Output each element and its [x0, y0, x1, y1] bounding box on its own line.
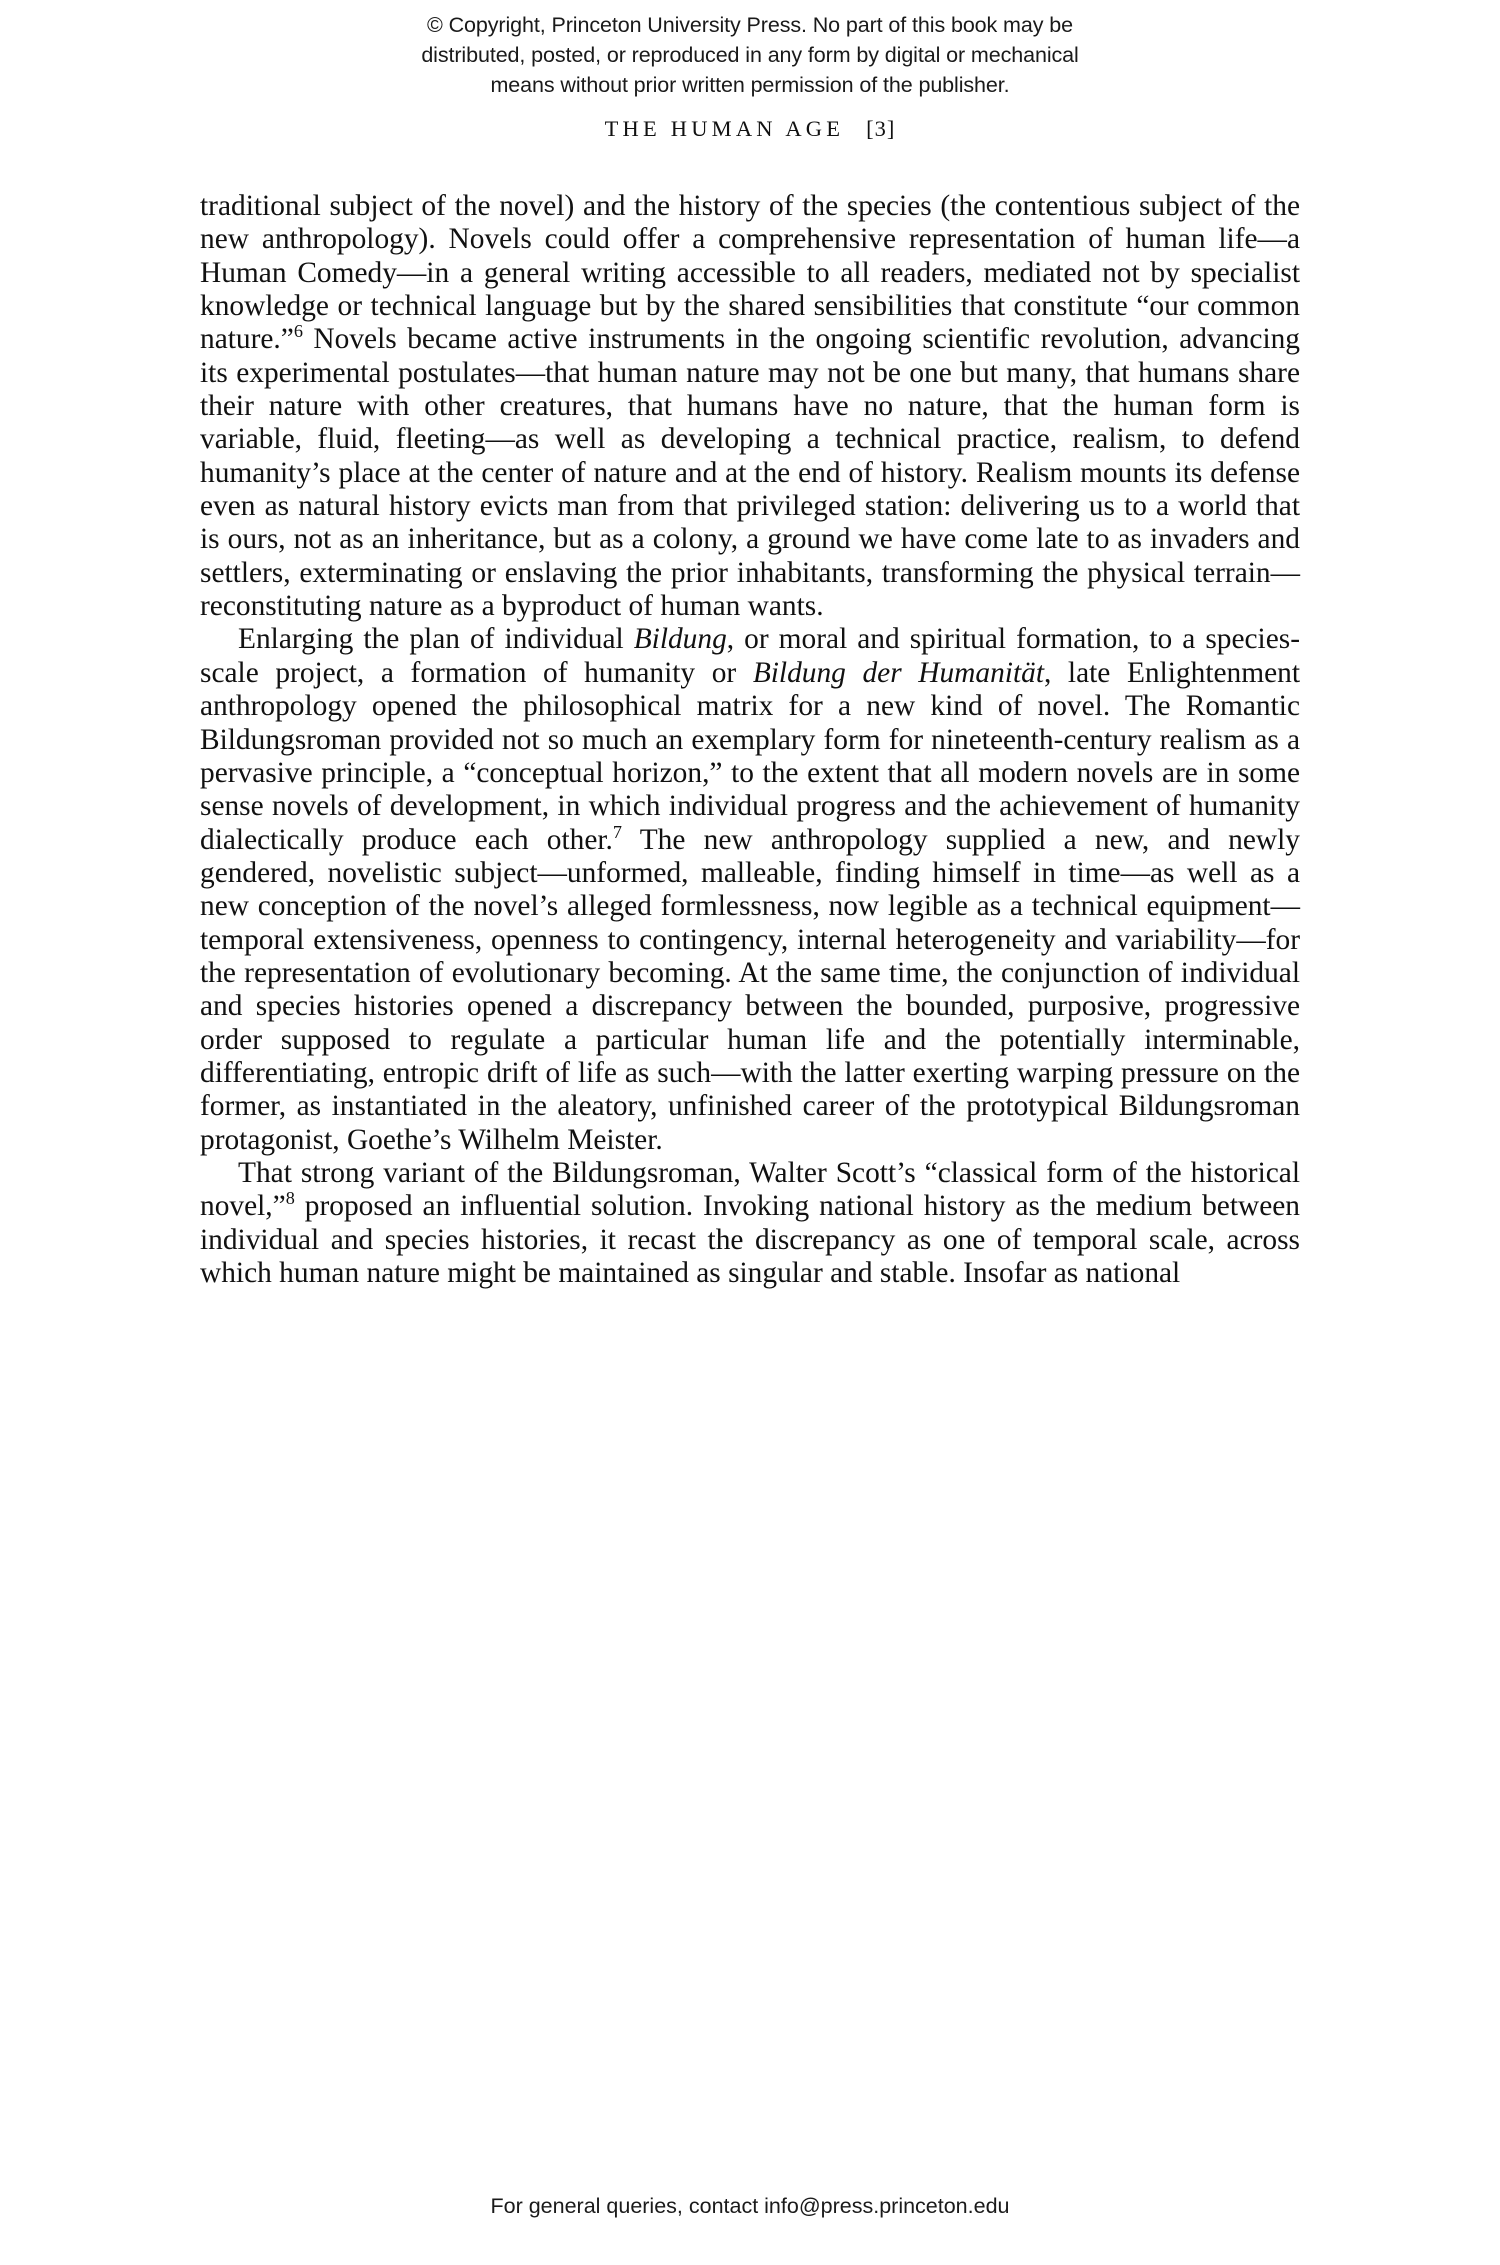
- copyright-line-3: means without prior written permission of the publisher.: [490, 73, 1010, 97]
- footnote-marker: 6: [293, 321, 303, 342]
- body-text-block: [200, 190, 1300, 1290]
- page-number: [3]: [866, 116, 896, 141]
- italic-term: Bildung der Humanität: [752, 656, 1044, 689]
- copyright-line-1: © Copyright, Princeton University Press. No part of this book may be: [427, 13, 1073, 37]
- footnote-marker: 8: [285, 1188, 295, 1209]
- copyright-line-2: distributed, posted, or reproduced in any form by digital or mechanical: [421, 43, 1079, 67]
- copyright-notice: [0, 10, 1500, 100]
- page-footer: [0, 2194, 1500, 2219]
- footer-contact-text: For general queries, contact info@press.princeton.edu: [490, 2194, 1010, 2218]
- body-paragraph: That strong variant of the Bildungsroman, Walter Scott’s “classical form of the historical novel,”$^8$ proposed an influential solution. Invoking national history as the medium between individual and species histories, it recast the discrepancy as one of temporal scale, across which human nature might be maintained as singular and stable. Insofar as national: [200, 1156, 1300, 1289]
- running-head-title: THE HUMAN AGE: [604, 116, 845, 141]
- body-paragraph: traditional subject of the novel) and the history of the species (the contentious subject of the new anthropology). Novels could offer a comprehensive representation of human life—a Human Comedy—in a general writing accessible to all readers, mediated not by specialist knowledge or technical language but by the shared sensibilities that constitute “our common nature.”$^6$ Novels became active instruments in the ongoing scientific revolution, advancing its experimental postulates—that human nature may not be one but many, that humans share their nature with other creatures, that humans have no nature, that the human form is variable, fluid, fleeting—as well as developing a technical practice, realism, to defend humanity’s place at the center of nature and at the end of history. Realism mounts its defense even as natural history evicts man from that privileged station: delivering us to a world that is ours, not as an inheritance, but as a colony, a ground we have come late to as invaders and settlers, exterminating or enslaving the prior inhabitants, transforming the physical terrain—reconstituting nature as a byproduct of human wants.: [200, 190, 1300, 623]
- running-head: [0, 116, 1500, 142]
- body-paragraph: Enlarging the plan of individual Bildung, or moral and spiritual formation, to a species-scale project, a formation of humanity or Bildung der Humanität, late Enlightenment anthropology opened the philosophical matrix for a new kind of novel. The Romantic Bildungsroman provided not so much an exemplary form for nineteenth-century realism as a pervasive principle, a “conceptual horizon,” to the extent that all modern novels are in some sense novels of development, in which individual progress and the achievement of humanity dialectically produce each other.$^7$ The new anthropology supplied a new, and newly gendered, novelistic subject—unformed, malleable, finding himself in time—as well as a new conception of the novel’s alleged formlessness, now legible as a technical equipment—temporal extensiveness, openness to contingency, internal heterogeneity and variability—for the representation of evolutionary becoming. At the same time, the conjunction of individual and species histories opened a discrepancy between the bounded, purposive, progressive order supposed to regulate a particular human life and the potentially interminable, differentiating, entropic drift of life as such—with the latter exerting warping pressure on the former, as instantiated in the aleatory, unfinished career of the prototypical Bildungsroman protagonist, Goethe’s Wilhelm Meister.: [200, 623, 1300, 1156]
- footnote-marker: 7: [612, 821, 623, 842]
- italic-term: Bildung: [633, 623, 727, 656]
